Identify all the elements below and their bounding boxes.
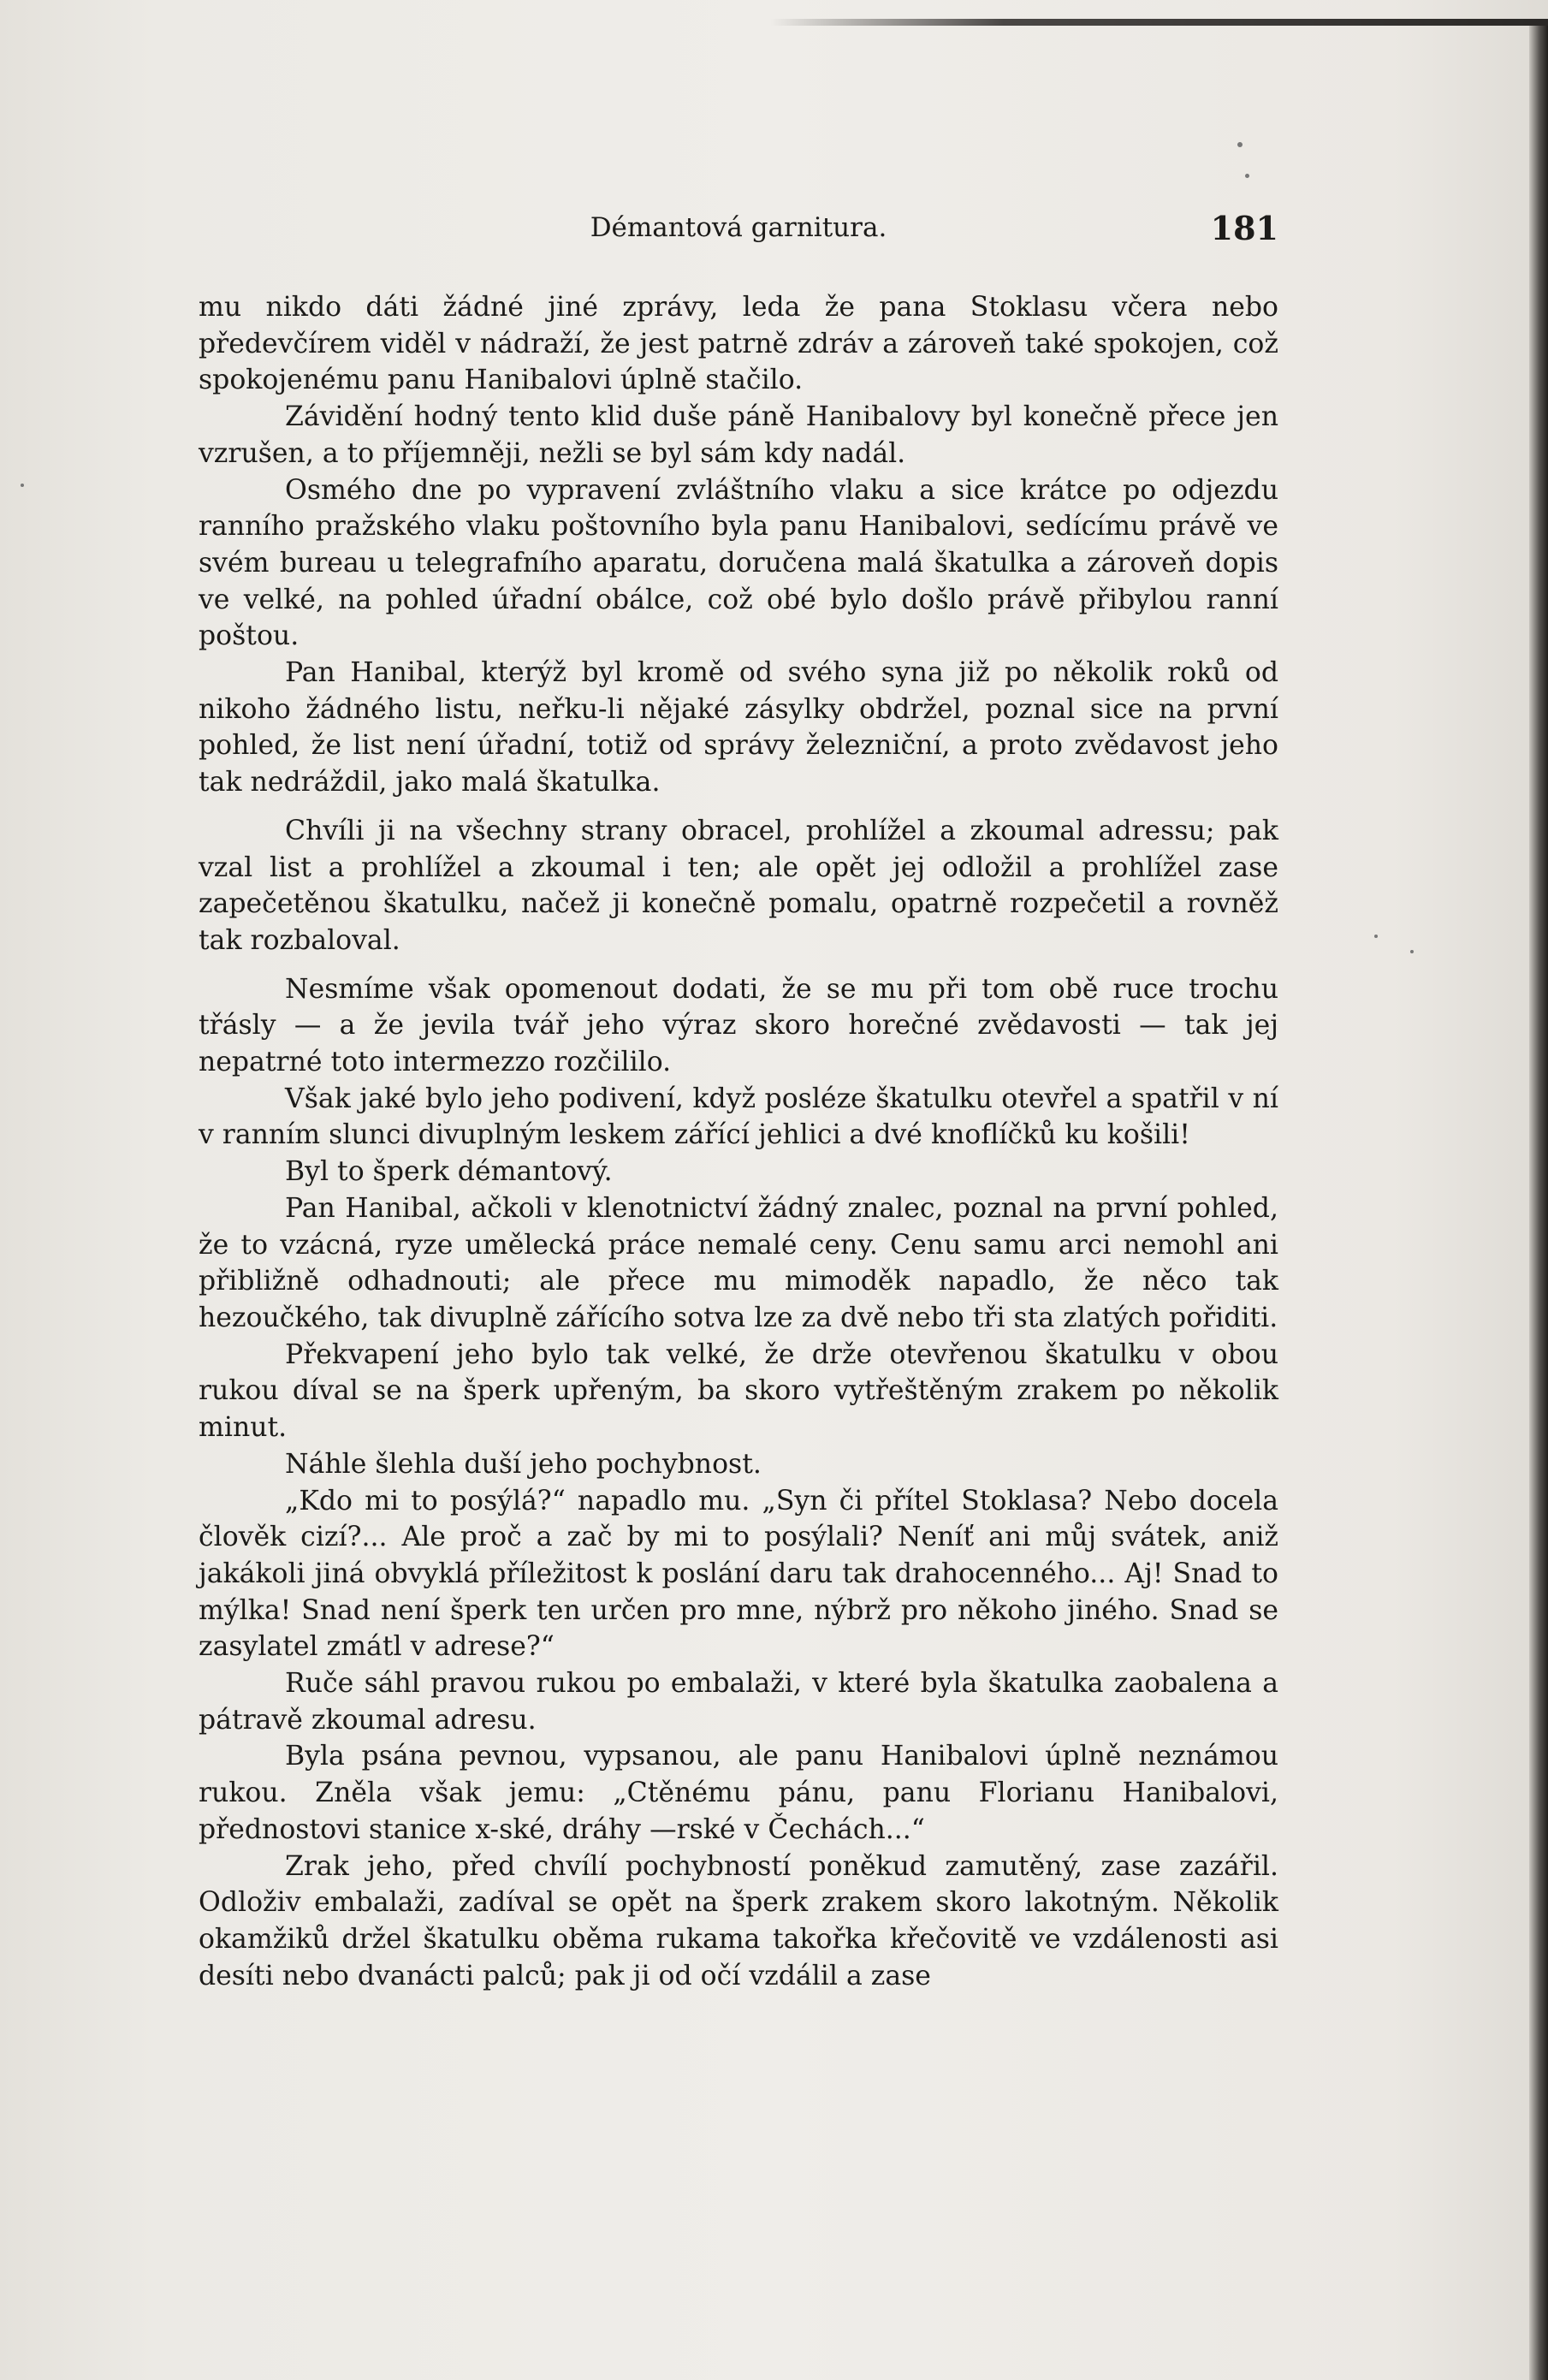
paragraph: Překvapení jeho bylo tak velké, že drže otevřenou škatulku v obou rukou díval se na šperk upřeným, ba skoro vytřeštěným zrakem po několik minut. xyxy=(199,1338,1278,1444)
page-number: 181 xyxy=(1210,209,1278,247)
paragraph: Nesmíme však opomenout dodati, že se mu při tom obě ruce trochu třásly — a že jevila tvář jeho výraz skoro horečné zvědavosti — tak jej nepatrné toto intermezzo rozčililo. xyxy=(199,973,1278,1078)
body-text xyxy=(199,289,1278,1994)
paragraph: Osmého dne po vypravení zvláštního vlaku a sice krátce po odjezdu ranního pražského vlaku poštovního byla panu Hanibalovi, sedícímu právě ve svém bureau u telegrafního aparatu, doručena malá škatulka a zároveň dopis ve velké, na pohled úřadní obálce, což obé bylo došlo právě přibylou ranní poštou. xyxy=(199,474,1278,652)
paragraph: Pan Hanibal, kterýž byl kromě od svého syna již po několik roků od nikoho žádného listu, neřku-li nějaké zásylky obdržel, poznal sice na první pohled, že list není úřadní, totiž od správy železniční, a proto zvědavost jeho tak nedráždil, jako malá škatulka. xyxy=(199,657,1278,798)
paragraph: Závidění hodný tento klid duše páně Hanibalovy byl konečně přece jen vzrušen, a to příjemněji, nežli se byl sám kdy nadál. xyxy=(199,401,1278,469)
paragraph: Pan Hanibal, ačkoli v klenotnictví žádný znalec, poznal na první pohled, že to vzácná, ryze umělecká práce nemalé ceny. Cenu samu arci nemohl ani přibližně odhadnouti; ale přece mu mimoděk napadlo, že něco tak hezoučkého, tak divuplně zářícího sotva lze za dvě nebo tři sta zlatých pořiditi. xyxy=(199,1192,1278,1333)
paragraph: Byla psána pevnou, vypsanou, ale panu Hanibalovi úplně neznámou rukou. Zněla však jemu: „Ctěnému pánu, panu Florianu Hanibalovi, přednostovi stanice x-ské, dráhy —rské v Čechách...“ xyxy=(199,1741,1278,1845)
paper-speck xyxy=(1410,950,1414,953)
paper-speck xyxy=(21,484,24,487)
paragraph: „Kdo mi to posýlá?“ napadlo mu. „Syn či přítel Stoklasa? Nebo docela člověk cizí?... Ale proč a zač by mi to posýlali? Neníť ani můj svátek, aniž jakákoli jiná obvyklá příležitost k poslání daru tak drahocenného... Aj! Snad to mýlka! Snad není šperk ten určen pro mne, nýbrž pro někoho jiného. Snad se zasylatel zmátl v adrese?“ xyxy=(199,1485,1278,1663)
paper-speck xyxy=(1237,142,1243,147)
paper-speck xyxy=(1374,935,1378,938)
paragraph: Chvíli ji na všechny strany obracel, prohlížel a zkoumal adressu; pak vzal list a prohlížel a zkoumal i ten; ale opět jej odložil a prohlížel zase zapečetěnou škatulku, načež ji konečně pomalu, opatrně rozpečetil a rovněž tak rozbaloval. xyxy=(199,815,1278,956)
paragraph: Náhle šlehla duší jeho pochybnost. xyxy=(285,1448,762,1480)
page-top-shadow xyxy=(770,19,1548,26)
paragraph: Však jaké bylo jeho podivení, když posléze škatulku otevřel a spatřil v ní v ranním slunci divuplným leskem zářící jehlici a dvé knoflíčků ku košili! xyxy=(199,1083,1278,1151)
paper-speck xyxy=(1245,174,1249,178)
page-header xyxy=(199,204,1278,255)
book-spine-shadow xyxy=(1529,26,1548,2380)
paragraph: Ruče sáhl pravou rukou po embalaži, v které byla škatulka zaobalena a pátravě zkoumal adresu. xyxy=(199,1668,1278,1736)
paragraph: mu nikdo dáti žádné jiné zprávy, leda že pana Stoklasu včera nebo předevčírem viděl v nádraží, že jest patrně zdráv a zároveň také spokojen, což spokojenému panu Hanibalovi úplně stačilo. xyxy=(199,292,1278,396)
running-title: Démantová garnitura. xyxy=(590,212,887,243)
paragraph: Byl to šperk démantový. xyxy=(285,1156,613,1188)
paragraph: Zrak jeho, před chvílí pochybností poněkud zamutěný, zase zazářil. Odloživ embalaži, zadíval se opět na šperk zrakem skoro lakotným. Několik okamžiků držel škatulku oběma rukama takořka křečovitě ve vzdálenosti asi desíti nebo dvanácti palců; pak ji od očí vzdálil a zase xyxy=(199,1850,1278,1991)
